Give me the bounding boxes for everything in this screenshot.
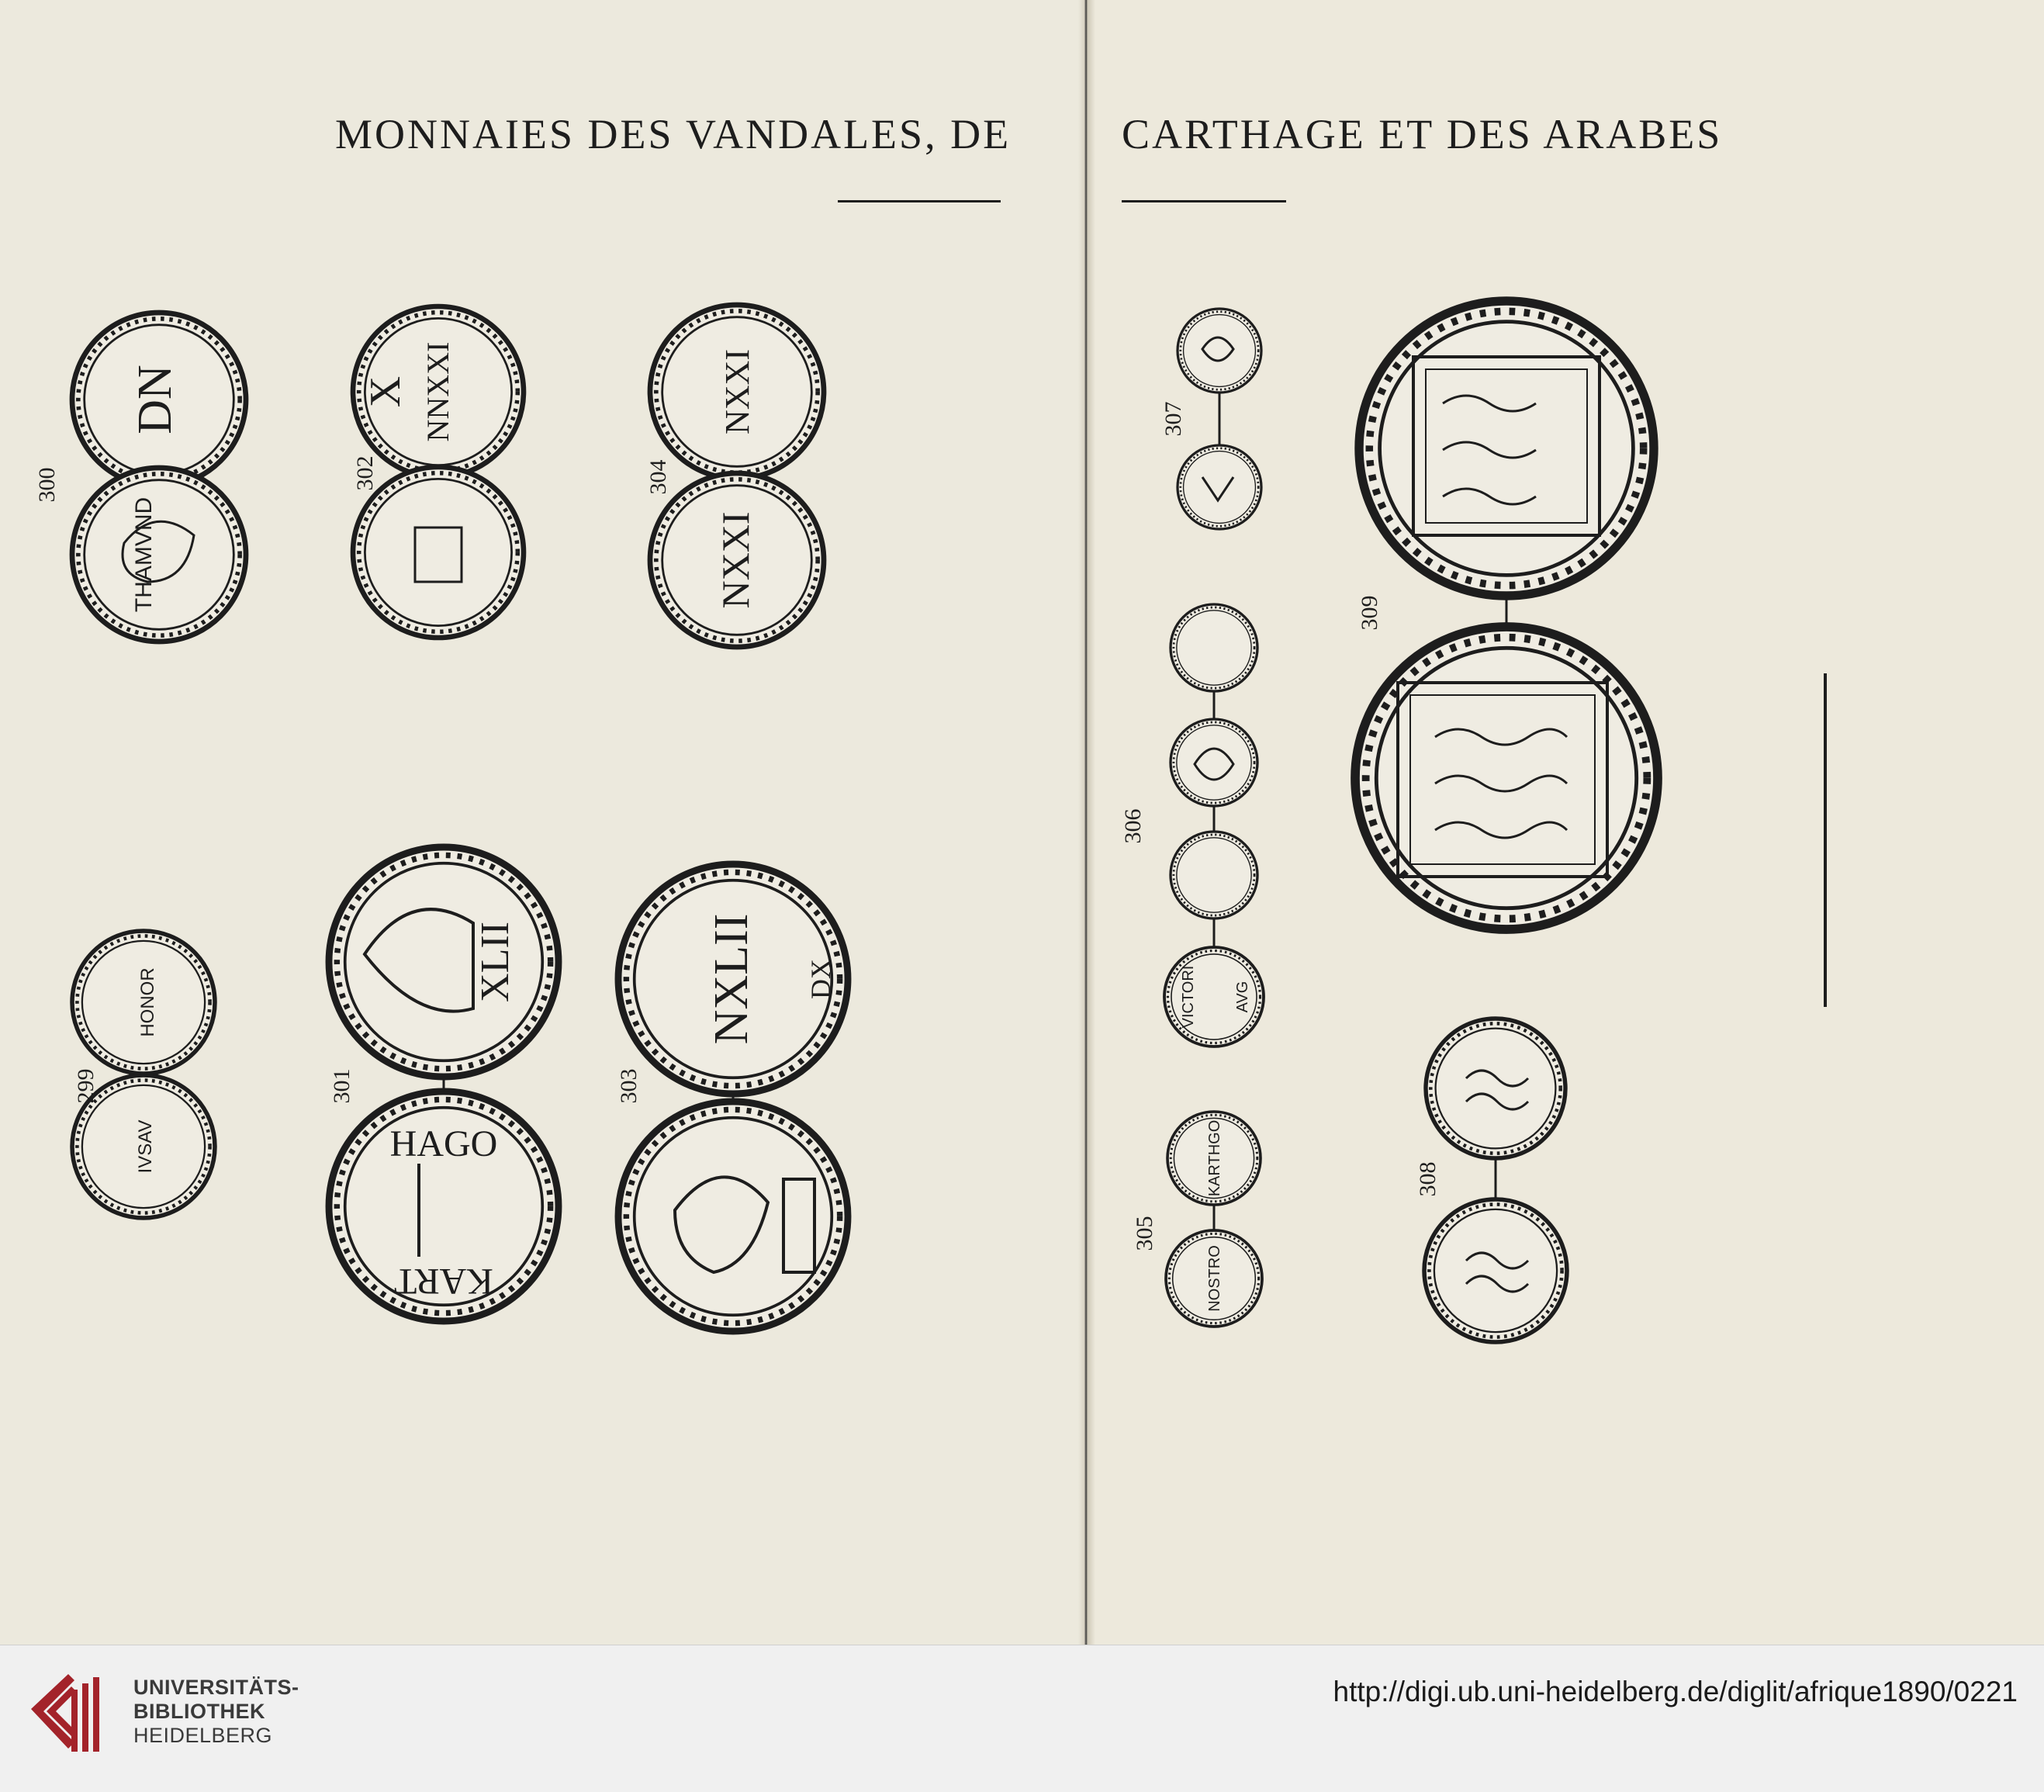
coin-309 (1355, 301, 1658, 929)
coin-303 (616, 864, 848, 1331)
coin-301-obverse-text: XLII (473, 922, 517, 1002)
coin-299-obverse-text: HONOR (137, 967, 158, 1037)
coin-303-obverse-edge: DX (805, 959, 836, 999)
coin-303-number: 303 (616, 1068, 642, 1104)
coin-308-number: 308 (1415, 1161, 1440, 1197)
plate-title-left: MONNAIES DES VANDALES, DE (335, 111, 1012, 157)
coin-300-number: 300 (34, 467, 60, 503)
coin-299 (72, 931, 215, 1218)
coin-299-reverse-text: IVSAV (135, 1119, 156, 1174)
coin-299-number: 299 (73, 1068, 99, 1104)
coin-302-number: 302 (352, 455, 378, 491)
coin-302-obverse-mark: X (361, 375, 410, 408)
coin-308 (1415, 1019, 1567, 1342)
coin-306-number: 306 (1120, 808, 1146, 844)
library-name-line3: HEIDELBERG (133, 1724, 273, 1747)
coin-300 (34, 313, 246, 642)
coin-304-number: 304 (645, 459, 671, 495)
coin-302-obverse-text: NNXXI (420, 341, 455, 442)
coin-309-number: 309 (1357, 595, 1382, 631)
coin-301-number: 301 (329, 1068, 355, 1104)
coin-307 (1160, 309, 1261, 529)
coin-306-inscription-top: AVG (1234, 981, 1251, 1013)
coin-300-obverse-text: DN (129, 365, 182, 434)
coin-304-reverse-text: NXXI (714, 511, 757, 609)
coin-301 (329, 847, 559, 1321)
plate-title-right: CARTHAGE ET DES ARABES (1122, 111, 1723, 157)
coin-301-reverse-bottom: KART (394, 1261, 493, 1302)
coin-305-reverse-text: NOSTRO (1206, 1245, 1223, 1312)
coin-306-inscription-bottom: VICTORI (1180, 965, 1197, 1029)
library-name (133, 1676, 299, 1748)
coin-307-number: 307 (1160, 401, 1186, 437)
coin-304-obverse-text: NXXI (718, 349, 756, 434)
coin-302 (352, 306, 524, 638)
permalink-url[interactable]: http://digi.ub.uni-heidelberg.de/diglit/afrique1890/0221 (1333, 1676, 2018, 1707)
coin-301-reverse-top: HAGO (389, 1123, 498, 1164)
coin-305-obverse-text: KARTHGO (1206, 1119, 1223, 1197)
coin-300-reverse-text: THAMVND (131, 496, 157, 613)
library-logo-icon (23, 1666, 124, 1759)
digitization-footer (0, 1645, 2044, 1792)
library-name-line2: BIBLIOTHEK (133, 1700, 265, 1723)
coin-304 (645, 305, 824, 647)
coin-303-obverse-text: NXLII (705, 913, 758, 1045)
coin-305 (1132, 1112, 1262, 1327)
coin-305-number: 305 (1132, 1216, 1157, 1251)
coin-306 (1120, 604, 1264, 1046)
library-name-line1: UNIVERSITÄTS- (133, 1676, 299, 1699)
